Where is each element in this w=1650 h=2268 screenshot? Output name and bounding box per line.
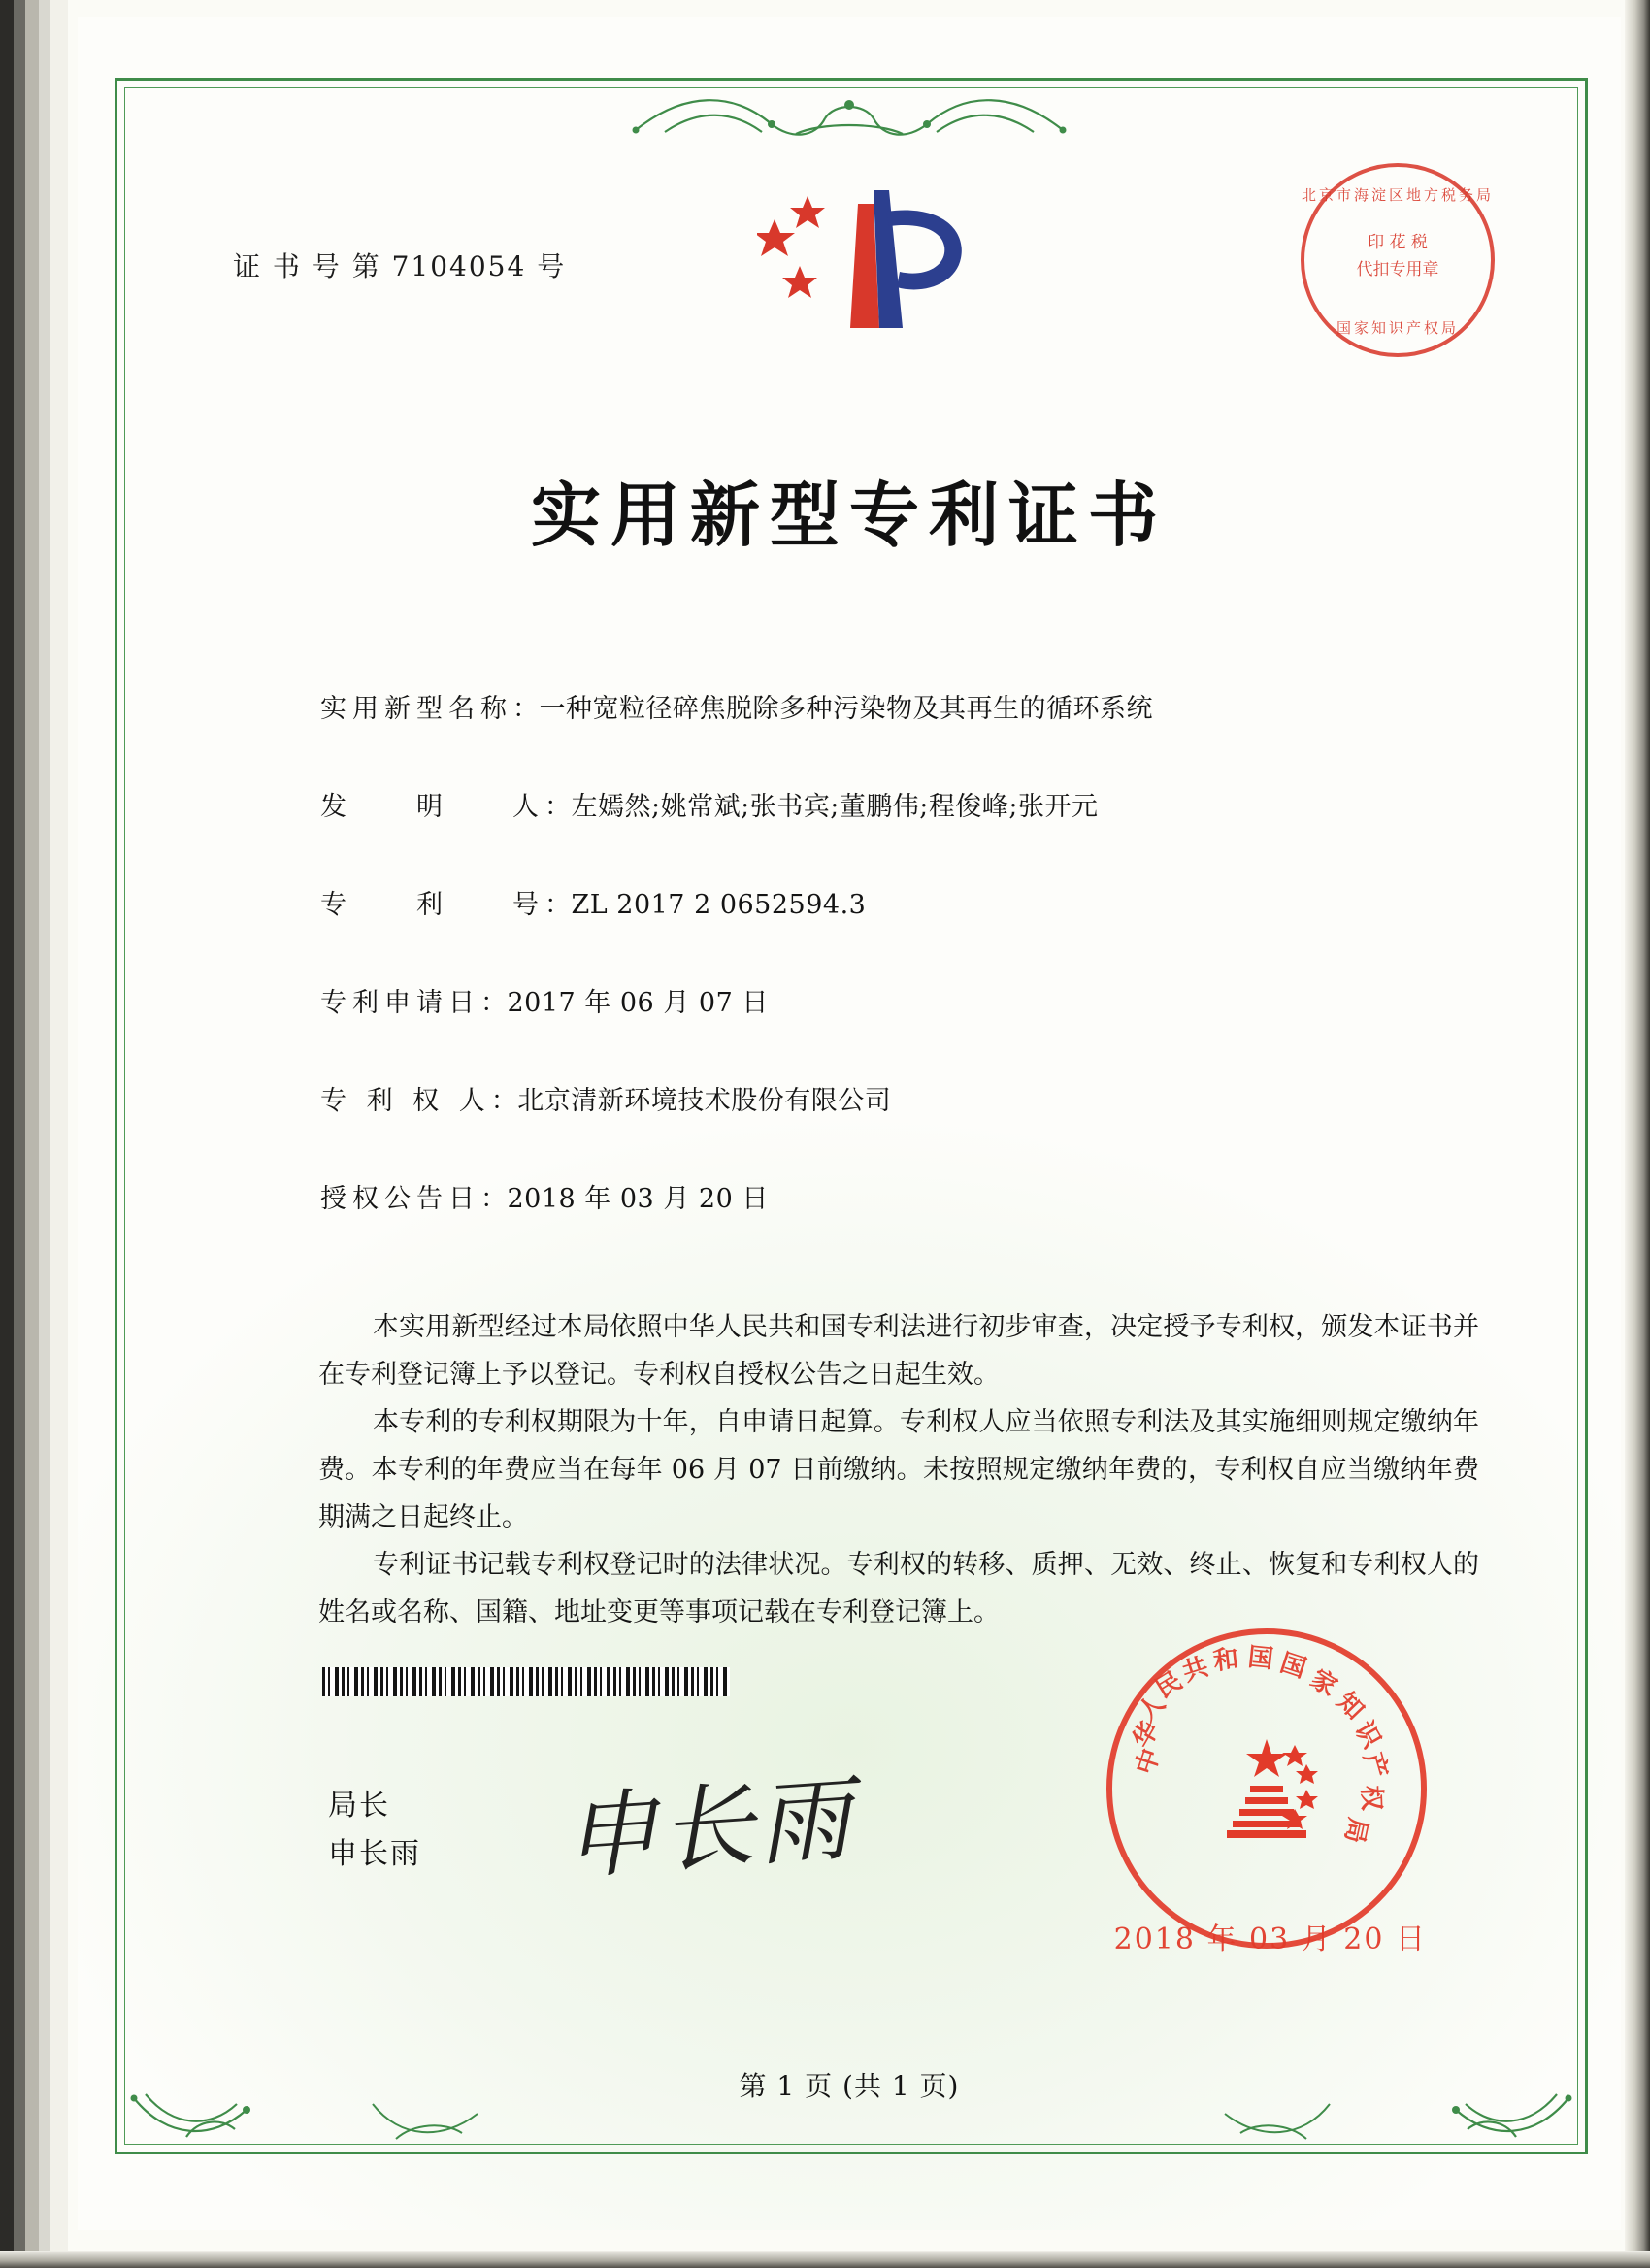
seal-date: 2018 年 03 月 20 日 <box>1113 1923 1427 1956</box>
paragraph: 本实用新型经过本局依照中华人民共和国专利法进行初步审查，决定授予专利权，颁发本证书并在专利登记簿上予以登记。专利权自授权公告之日起生效。 <box>318 1312 1479 1390</box>
national-seal <box>1106 1628 1427 1949</box>
field-label: 专 利 权 人 <box>320 1086 491 1116</box>
page-title: 实用新型专利证书 <box>530 474 1168 556</box>
certificate-sheet <box>78 17 1621 2230</box>
certificate-content <box>78 17 1621 2230</box>
field-row <box>320 785 1504 823</box>
barcode <box>322 1667 730 1696</box>
field-label: 授权公告日 <box>320 1184 480 1214</box>
seal-arc-char: 中 <box>1131 1745 1167 1779</box>
seal-arc-char: 知 <box>1331 1687 1370 1726</box>
tax-stamp-arc-bottom: 国家知识产权局 <box>1336 319 1459 337</box>
director-block <box>328 1782 421 1879</box>
tax-stamp-line1: 印 花 税 <box>1368 233 1428 252</box>
field-row <box>320 883 1504 921</box>
director-title: 局长 <box>328 1789 390 1823</box>
seal-arc-char: 产 <box>1357 1749 1393 1782</box>
field-separator: ： <box>544 890 572 920</box>
seal-arc-char: 国 <box>1246 1642 1275 1675</box>
seal-arc-char: 人 <box>1132 1689 1172 1728</box>
field-separator: ： <box>480 1184 508 1214</box>
field-label: 专利申请日 <box>320 988 480 1018</box>
field-value: 一种宽粒径碎焦脱除多种污染物及其再生的循环系统 <box>539 694 1153 724</box>
field-row <box>320 981 1504 1019</box>
field-value: 2018 年 03 月 20 日 <box>507 1184 769 1214</box>
field-row <box>320 1177 1504 1215</box>
field-row <box>320 1079 1504 1117</box>
seal-arc-char: 识 <box>1348 1716 1387 1754</box>
tax-stamp-arc-top: 北京市海淀区地方税务局 <box>1301 186 1494 204</box>
legal-paragraphs <box>318 1303 1479 1636</box>
seal-arc-char: 华 <box>1127 1716 1166 1754</box>
field-label: 实用新型名称 <box>320 694 512 724</box>
patent-office-logo-icon <box>757 182 1009 357</box>
field-separator: ： <box>490 1086 518 1116</box>
field-value: 北京清新环境技术股份有限公司 <box>517 1086 892 1116</box>
field-label: 发 明 人 <box>320 792 544 822</box>
tax-stamp-seal <box>1301 163 1495 357</box>
tax-stamp-center-text <box>1301 229 1495 283</box>
handwritten-signature: 申长雨 <box>559 1763 859 1893</box>
field-separator: ： <box>544 792 572 822</box>
field-value: ZL 2017 2 0652594.3 <box>571 890 867 920</box>
tax-stamp-line2: 代扣专用章 <box>1356 260 1439 279</box>
field-label: 专 利 号 <box>320 890 544 920</box>
national-emblem-icon <box>1194 1716 1339 1861</box>
field-value: 左嫣然;姚常斌;张书宾;董鹏伟;程俊峰;张开元 <box>571 792 1099 822</box>
field-value: 2017 年 06 月 07 日 <box>507 988 769 1018</box>
director-name: 申长雨 <box>328 1837 421 1871</box>
seal-arc-char: 国 <box>1276 1648 1310 1685</box>
paragraph: 专利证书记载专利权登记时的法律状况。专利权的转移、质押、无效、终止、恢复和专利权人的姓名或名称、国籍、地址变更等事项记载在专利登记簿上。 <box>318 1550 1479 1627</box>
field-separator: ： <box>480 988 508 1018</box>
seal-arc-char: 共 <box>1178 1652 1212 1689</box>
patent-fields-list <box>320 687 1504 1275</box>
certificate-number: 证 书 号 第 7104054 号 <box>233 250 567 282</box>
field-row <box>320 687 1504 725</box>
seal-arc-char: 局 <box>1338 1815 1372 1846</box>
seal-arc-char: 民 <box>1150 1666 1188 1705</box>
seal-arc-char: 权 <box>1356 1785 1386 1812</box>
seal-arc-char: 和 <box>1211 1644 1240 1677</box>
scan-right-edge-shadow <box>1625 0 1650 2268</box>
scan-bottom-edge-shadow <box>0 2251 1650 2268</box>
paragraph: 本专利的专利权期限为十年，自申请日起算。专利权人应当依照专利法及其实施细则规定缴纳年费。本专利的年费应当在每年 06 月 07 日前缴纳。未按照规定缴纳年费的，专利权自应当缴纳年费期满之日起终止。 <box>318 1407 1479 1532</box>
page-indicator: 第 1 页 (共 1 页) <box>739 2070 960 2102</box>
seal-arc-char: 家 <box>1304 1664 1342 1703</box>
field-separator: ： <box>512 694 540 724</box>
